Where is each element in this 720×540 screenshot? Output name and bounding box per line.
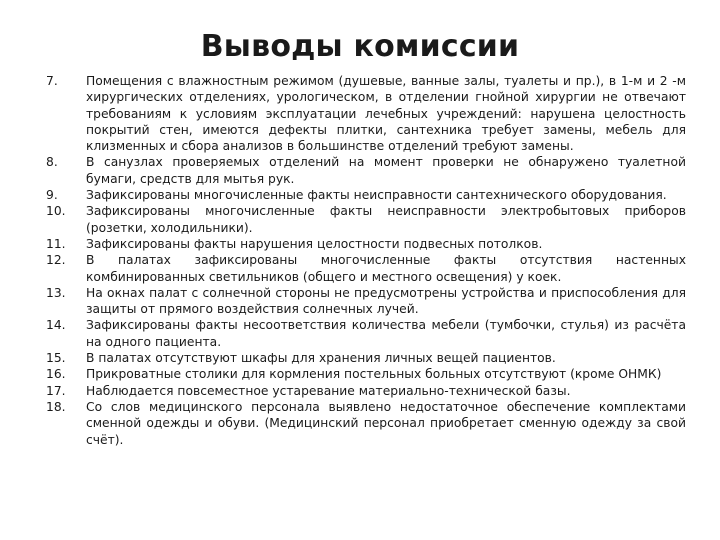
- item-number: 7.: [46, 74, 58, 88]
- item-text: Зафиксированы факты нарушения целостности подвесных потолков.: [86, 236, 543, 251]
- list-item: [46, 73, 686, 154]
- list-item: [46, 236, 686, 252]
- list-item: [46, 366, 686, 382]
- item-text: В санузлах проверяемых отделений на момент проверки не обнаружено туалетной бумаги, средств для мытья рук.: [86, 155, 686, 186]
- item-number: 13.: [46, 285, 66, 300]
- list-item: [46, 383, 686, 399]
- list-item: [46, 317, 686, 350]
- list-item: [46, 252, 686, 285]
- item-number: 17.: [46, 383, 66, 398]
- item-number: 8.: [46, 155, 58, 170]
- item-text: Зафиксированы многочисленные факты неисправности сантехнического оборудования.: [86, 188, 667, 203]
- list-item: [46, 203, 686, 236]
- list-item: [46, 350, 686, 366]
- item-number: 14.: [46, 318, 66, 333]
- list-item: [46, 154, 686, 187]
- item-text: Зафиксированы факты несоответствия количества мебели (тумбочки, стулья) из расчёта на одного пациента.: [86, 318, 686, 349]
- list-item: [46, 399, 686, 448]
- item-text: Помещения с влажностным режимом (душевые, ванные залы, туалеты и пр.), в 1-м и 2 -м хирургических отделениях, урологическом, в отделении гнойной хирургии не отвечают требованиям к условиям эксплуатации лечебных учреждений: нарушена целостность покрытий стен, имеются дефекты плитки, сантехника требует замены, мебель для клизменных и сбора анализов в большинстве отделений требуют замены.: [86, 74, 686, 154]
- slide-title: Выводы комиссии: [200, 29, 520, 64]
- item-number: 10.: [46, 204, 66, 219]
- item-text: Прикроватные столики для кормления постельных больных отсутствуют (кроме ОНМК): [86, 367, 662, 382]
- item-text: В палатах зафиксированы многочисленные факты отсутствия настенных комбинированных светильников (общего и местного освещения) у коек.: [86, 253, 686, 284]
- item-text: Со слов медицинского персонала выявлено недостаточное обеспечение комплектами сменной одежды и обуви. (Медицинский персонал приобретает сменную одежду за свой счёт).: [86, 399, 686, 447]
- findings-list: [46, 73, 686, 448]
- item-number: 12.: [46, 253, 66, 268]
- item-text: На окнах палат с солнечной стороны не предусмотрены устройства и приспособления для защиты от прямого воздействия солнечных лучей.: [86, 285, 686, 317]
- item-text: В палатах отсутствуют шкафы для хранения личных вещей пациентов.: [86, 351, 556, 366]
- item-number: 16.: [46, 367, 66, 382]
- item-number: 18.: [46, 399, 66, 414]
- list-item: [46, 285, 686, 318]
- item-number: 11.: [46, 236, 66, 251]
- list-item: [46, 187, 686, 203]
- item-text: Зафиксированы многочисленные факты неисправности электробытовых приборов (розетки, холодильники).: [86, 204, 686, 235]
- item-text: Наблюдается повсеместное устаревание материально-технической базы.: [86, 383, 571, 398]
- item-number: 9.: [46, 188, 58, 203]
- item-number: 15.: [46, 351, 66, 366]
